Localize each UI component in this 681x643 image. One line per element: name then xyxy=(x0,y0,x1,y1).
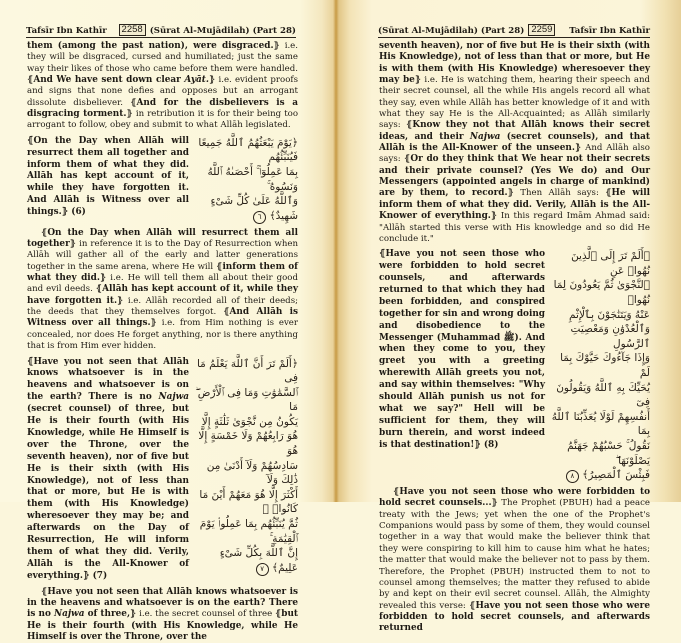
arabic-line: فَبِئْسَ ٱلْمَصِيرُ﴾ xyxy=(582,469,650,482)
verse-arabic xyxy=(189,357,298,583)
arabic-line: وَإِذَا جَآءُوكَ حَيَّوْكَ بِمَا لَمْ xyxy=(560,352,650,379)
left-page xyxy=(0,0,336,643)
bracket-open-icon: ⦃ xyxy=(274,609,282,620)
commentary: i.e. He will tell them all about their good and evil deeds. xyxy=(27,273,298,295)
book-title: Tafsīr Ibn Kathīr xyxy=(569,26,650,36)
bracket-open-icon: ⦃ xyxy=(469,600,476,611)
arabic-line: أَكْثَرَ إِلَّا هُوَ مَعَهُمْ أَيْنَ مَا كَانُوا۟ ۖ xyxy=(199,488,298,516)
verse-translation xyxy=(27,136,189,224)
bracket-open-icon: ⦃ xyxy=(95,284,103,295)
arabic-line: يُحَيِّكَ بِهِ ٱللَّهُ وَيَقُولُونَ فِىٓ xyxy=(556,381,650,409)
arabic-line: ٱلسَّمَٰوَٰتِ وَمَا فِى ٱلْأَرْضِ ۖ مَا xyxy=(195,386,298,414)
verse-translation xyxy=(27,357,189,583)
quoted-verse: And Allāh is Witness over all things. xyxy=(27,307,298,329)
verse-arabic xyxy=(189,136,298,224)
left-page-header xyxy=(26,22,296,38)
quoted-verse: He will inform them of what they did. Verily, Allāh is the All-Knower of everything. xyxy=(379,188,650,222)
arabic-line: ٱلنَّجْوَىٰ ثُمَّ يَعُودُونَ لِمَا نُهُوا۟ xyxy=(553,279,650,306)
bracket-close-icon: ⦄ xyxy=(574,143,582,154)
bracket-close-icon: ⦄ xyxy=(414,75,422,86)
verse-number: (7) xyxy=(92,570,108,581)
page-number: 2258 xyxy=(119,24,146,36)
commentary: i.e. He is watching them, hearing their speech and their secret counsel, all the while His angels record all what they say, even while Allāh has better knowledge of it and with what they say He is the All-Acquainted; as Allāh similarly says: xyxy=(379,75,650,131)
arabic-line: هُوَ رَابِعُهُمْ وَلَا خَمْسَةٍ إِلَّا هُوَ xyxy=(198,430,298,458)
header-left-group xyxy=(378,24,555,36)
bracket-close-icon: ⦄ xyxy=(69,239,77,250)
quoted-verse-italic: Ayāt. xyxy=(184,75,209,86)
arabic-line: بِمَا عَمِلُوٓا۟ ۚ أَحْصَىٰهُ ٱللَّهُ وَنَسُوهُ ۚ xyxy=(207,165,298,193)
verse-number: (8) xyxy=(483,439,499,450)
quoted-verse: On the Day when Allāh will resurrect them all together xyxy=(27,227,298,250)
bracket-open-icon: ⦃ xyxy=(404,154,411,165)
verse-english-text: (secret counsel) of three, but He is their fourth (with His Knowledge, while He Himself is over the Throne, over the seventh heaven), nor of five but He is their sixth (with His Knowledge), not of less than that or more, but He is with them (with His Knowledge) wheresoever they may be; and afterwards on the Day of Resurrection, He will inform them of what they did. Verily, Allāh is the All-Knower of everything. xyxy=(27,404,189,581)
paragraph xyxy=(27,41,298,132)
ayah-number-icon: ٧ xyxy=(256,563,269,576)
bracket-open-icon: ⦃ xyxy=(223,307,230,318)
bracket-open-icon: ⦃ xyxy=(379,249,386,260)
arabic-line: سَادِسُهُمْ وَلَآ أَدْنَىٰ مِن ذَٰلِكَ وَلَآ xyxy=(206,459,298,487)
bracket-open-icon: ⦃ xyxy=(406,120,413,131)
commentary: And Allāh also says: xyxy=(379,143,650,165)
quoted-verse: (secret counsels), and that Allāh is the All-Knower of the unseen. xyxy=(379,131,650,154)
quoted-verse-italic: Najwa xyxy=(53,609,85,620)
arabic-line: ﴿يَوْمَ يَبْعَثُهُمُ ٱللَّهُ جَمِيعًا فَيُنَبِّئُهُم xyxy=(198,136,298,164)
arabic-line: أَنفُسِهِمْ لَوْلَا يُعَذِّبُنَا ٱللَّهُ بِمَا xyxy=(551,410,650,438)
bracket-close-icon: ⦄ xyxy=(99,273,107,284)
bracket-open-icon: ⦃ xyxy=(41,227,48,238)
quoted-verse: Have you not seen those who were forbidden to hold secret counsels... xyxy=(379,487,650,509)
commentary: in retribution it is for their being too arrogant to follow, obey and submit to what Allāh legislated. xyxy=(27,109,299,131)
commentary: i.e. evident proofs and signs that none defies and opposes but an arrogant dissolute disbeliever. xyxy=(27,75,298,108)
book-title: Tafsīr Ibn Kathīr xyxy=(26,26,107,36)
bracket-open-icon: ⦃ xyxy=(393,487,400,498)
quoted-verse: inform them of what they did. xyxy=(27,261,298,284)
right-page xyxy=(338,0,681,634)
bracket-close-icon: ⦄ xyxy=(130,609,137,620)
quoted-verse: And for the disbelievers is a disgracing torment. xyxy=(27,97,298,120)
bracket-close-icon: ⦄ xyxy=(474,439,481,450)
bracket-open-icon: ⦃ xyxy=(27,135,34,146)
verse-number: (6) xyxy=(71,207,86,218)
surah-title: (Sūrat Al-Mujādilah) (Part 28) xyxy=(378,26,525,36)
quoted-verse: Allāh has kept account of it, while they have forgotten it. xyxy=(27,284,298,306)
commentary: The Prophet (PBUH) had a peace treaty with the Jews; yet when the one of the Prophet's Companions would pass by some of them, they would counsel together in a way that would make the believer think that they were conspiring to kill him to cause him what he hates; the matter that would make the believer not to pass by them. Therefore, the Prophet (PBUH) instructed them to not to counsel among themselves; the matter they refused to abide by and kept on their evil secret counsel. Allāh, the Almighty revealed this verse: xyxy=(379,498,650,611)
quoted-verse-italic: Najwa xyxy=(469,131,501,142)
verse-english-text: Have you not seen that Allāh knows whatsoever is in the heavens and whatsoever is on the earth? There is no xyxy=(27,356,189,403)
verse-translation xyxy=(379,249,545,483)
commentary: i.e. Allāh recorded all of their deeds; the deeds that they themselves forgot. xyxy=(27,295,298,318)
right-page-header xyxy=(378,22,650,38)
verse-block-8 xyxy=(379,249,650,483)
arabic-line: وَٱلْعُدْوَٰنِ وَمَعْصِيَتِ ٱلرَّسُولِ xyxy=(570,323,650,350)
commentary: i.e. from Him nothing is ever concealed, nor does He forget anything, nor is there anything that is from Him ever hidden. xyxy=(27,318,298,352)
bracket-open-icon: ⦃ xyxy=(27,356,34,367)
header-right-group xyxy=(119,24,296,36)
verse-english-text: Have you not seen those who were forbidden to hold secret counsels, and afterwards returned to that which they had been forbidden, and conspired together for sin and wrong doing and disobedience to the Messenger (Muhammad ﷺ). And when they come to you, they greet you with a greeting wherewith Allāh greets you not, and say within themselves: "Why should Allāh punish us not for what we say?" Hell will be sufficient for them, they will burn therein, and worst indeed is that destination! xyxy=(379,249,545,450)
verse-block-7 xyxy=(27,357,298,583)
bracket-close-icon: ⦄ xyxy=(150,318,157,329)
paragraph xyxy=(27,228,298,353)
bracket-open-icon: ⦃ xyxy=(130,97,137,108)
quoted-verse: but He is their fourth (with His Knowledge, while He Himself is over the Throne, over the xyxy=(27,609,299,643)
quoted-verse: Have you not seen that Allāh knows whatsoever is in the heavens and whatsoever is on the earth? There is no xyxy=(27,586,298,620)
bracket-open-icon: ⦃ xyxy=(605,188,612,199)
bracket-close-icon: ⦄ xyxy=(491,498,498,509)
quoted-verse: them (among the past nation), were disgraced. xyxy=(27,41,274,51)
quoted-verse: And We have sent down clear xyxy=(33,75,185,86)
bracket-close-icon: ⦄ xyxy=(117,295,124,306)
arabic-line: إِنَّ ٱللَّهَ بِكُلِّ شَىْءٍ عَلِيمٌ﴾ xyxy=(219,547,298,574)
bracket-close-icon: ⦄ xyxy=(82,570,90,581)
commentary: i.e. they will be disgraced, cursed and humiliated; just the same way their likes of those who came before them were handled. xyxy=(27,41,298,74)
right-page-body xyxy=(379,41,650,635)
arabic-line: عَنْهُ وَيَتَنَٰجَوْنَ بِٱلْإِثْمِ xyxy=(569,308,650,321)
commentary: In this regard Imām Ahmad said: "Allāh started this verse with His knowledge and so did He conclude it." xyxy=(379,211,651,244)
bracket-close-icon: ⦄ xyxy=(507,188,514,199)
ayah-number-icon: ٦ xyxy=(253,211,266,224)
ayah-number-icon: ٨ xyxy=(566,470,579,483)
bracket-close-icon: ⦄ xyxy=(490,211,498,222)
left-page-body xyxy=(27,41,298,643)
quoted-verse: seventh heaven), nor of five but He is their sixth (with His Knowledge), not of less than that or more, but He is with them (with His Knowledge) wheresoever they may be xyxy=(379,41,650,86)
arabic-line: نَقُولُ ۚ حَسْبُهُمْ جَهَنَّمُ يَصْلَوْنَهَا ۖ xyxy=(567,439,650,467)
paragraph xyxy=(27,587,298,643)
page-number: 2259 xyxy=(528,24,555,36)
verse-arabic xyxy=(545,249,650,483)
bracket-open-icon: ⦃ xyxy=(27,75,34,86)
quoted-verse: of three, xyxy=(84,609,131,620)
paragraph xyxy=(379,487,650,634)
quoted-verse: Or do they think that We hear not their secrets and their private counsel? (Yes We do) and Our Messengers (appointed angels in charge of mankind) are by them, to record. xyxy=(379,154,650,199)
surah-title: (Sūrat Al-Mujādilah) (Part 28) xyxy=(149,26,296,36)
arabic-line: ثُمَّ يُنَبِّئُهُم بِمَا عَمِلُوا۟ يَوْمَ ٱلْقِيَٰمَةِ ۚ xyxy=(199,518,298,545)
bracket-close-icon: ⦄ xyxy=(208,75,216,86)
verse-english-text: On the Day when Allāh will resurrect them all together and inform them of what they did. Allāh has kept account of it, while they have forgotten it. And Allāh is Witness over all things. xyxy=(27,135,189,218)
verse-english-italic: Najwa xyxy=(158,392,189,403)
quoted-verse: Have you not seen those who were forbidden to hold secret counsels, and afterwards returned xyxy=(379,600,650,634)
arabic-line: يَكُونُ مِن نَّجْوَىٰ ثَلَٰثَةٍ إِلَّا xyxy=(201,415,298,428)
arabic-line: وَٱللَّهُ عَلَىٰ كُلِّ شَىْءٍ شَهِيدٌ﴾ xyxy=(210,195,298,222)
bracket-open-icon: ⦃ xyxy=(216,261,223,272)
commentary: in reference it is to the Day of Resurrection when Allāh will gather all of the early and latter generations together in the same arena, where He will xyxy=(27,239,298,272)
bracket-close-icon: ⦄ xyxy=(61,207,69,218)
bracket-close-icon: ⦄ xyxy=(126,109,133,120)
quoted-verse: Know they not that Allāh knows their secret ideas, and their xyxy=(379,120,650,142)
commentary: Then Allāh says: xyxy=(513,188,606,199)
arabic-line: ﴿أَلَمْ تَرَ أَنَّ ٱللَّهَ يَعْلَمُ مَا فِى xyxy=(196,357,298,385)
bracket-close-icon: ⦄ xyxy=(273,41,280,51)
bracket-open-icon: ⦃ xyxy=(41,586,48,597)
commentary: i.e. the secret counsel of three xyxy=(136,609,275,620)
paragraph xyxy=(379,41,650,245)
verse-block-6 xyxy=(27,136,298,224)
arabic-line: ﴿أَلَمْ تَرَ إِلَى ٱلَّذِينَ نُهُوا۟ عَنِ xyxy=(571,250,650,277)
